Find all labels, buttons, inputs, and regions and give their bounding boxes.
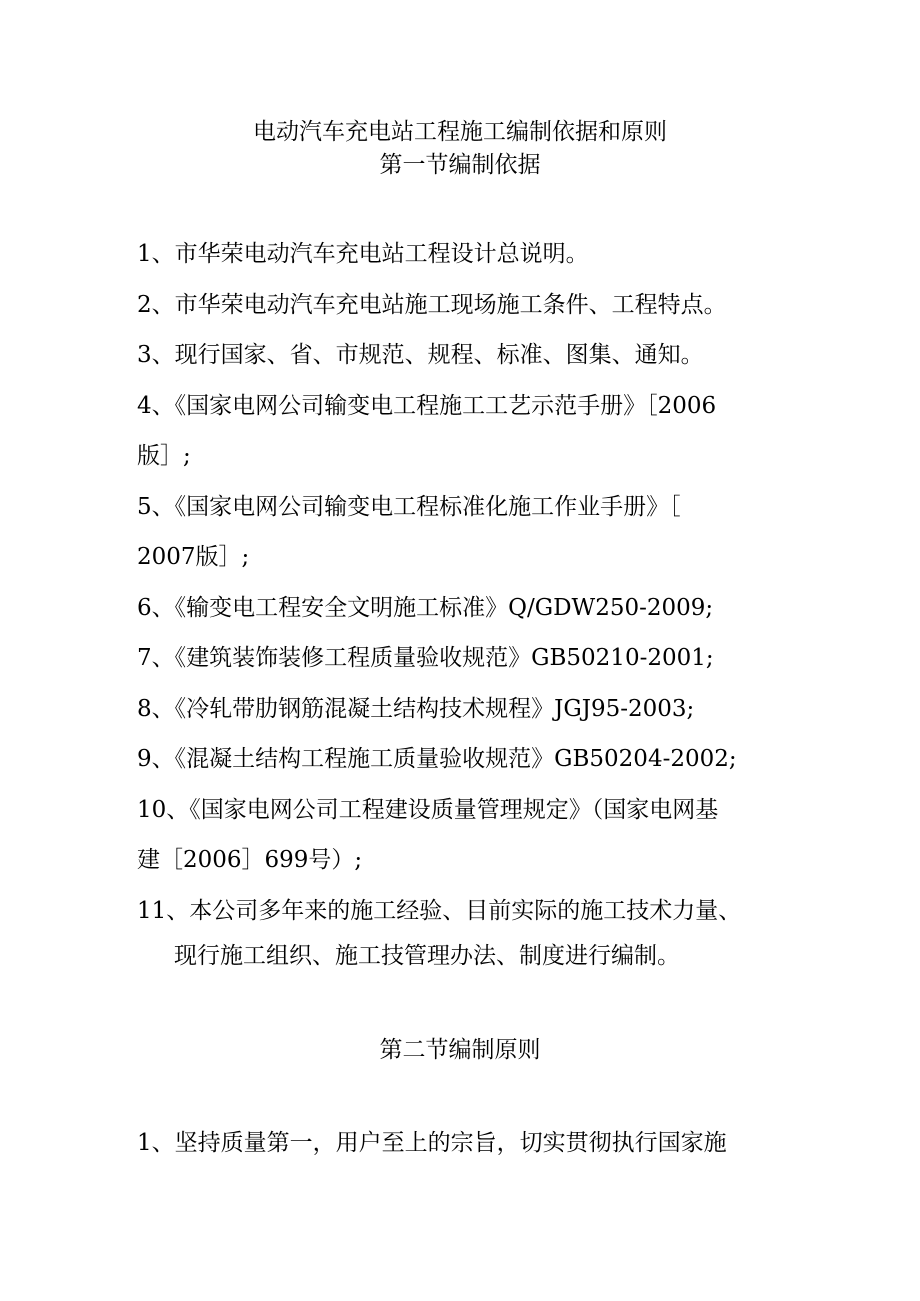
section1-item-6: 6、《输变电工程安全文明施工标准》Q/GDW250-2009; bbox=[137, 595, 714, 621]
section1-item-8: 8、《冷轧带肋钢筋混凝土结构技术规程》JGJ95-2003; bbox=[137, 696, 695, 722]
section1-item-5-cont: 2007版］; bbox=[137, 544, 250, 570]
section2-heading: 第二节编制原则 bbox=[379, 1037, 541, 1063]
section1-item-4-cont: 版］; bbox=[137, 443, 191, 469]
document-title: 电动汽车充电站工程施工编制依据和原则 bbox=[253, 119, 667, 145]
section1-item-9: 9、《混凝土结构工程施工质量验收规范》GB50204-2002; bbox=[137, 746, 737, 772]
section1-item-4: 4、《国家电网公司输变电工程施工工艺示范手册》［2006 bbox=[137, 393, 717, 419]
section1-item-10: 10、《国家电网公司工程建设质量管理规定》（国家电网基 bbox=[137, 797, 719, 823]
section1-item-7: 7、《建筑装饰装修工程质量验收规范》GB50210-2001; bbox=[137, 645, 714, 671]
section1-item-2: 2、市华荣电动汽车充电站施工现场施工条件、工程特点。 bbox=[137, 292, 727, 318]
section1-item-11-cont: 现行施工组织、施工技管理办法、制度进行编制。 bbox=[174, 943, 680, 969]
section1-item-1: 1、市华荣电动汽车充电站工程设计总说明。 bbox=[137, 241, 589, 267]
section2-item-1: 1、坚持质量第一，用户至上的宗旨，切实贯彻执行国家施 bbox=[137, 1130, 727, 1156]
section1-item-11: 11、本公司多年来的施工经验、目前实际的施工技术力量、 bbox=[137, 898, 742, 924]
section1-item-3: 3、现行国家、省、市规范、规程、标准、图集、通知。 bbox=[137, 342, 704, 368]
section1-item-10-cont: 建［2006］699号）; bbox=[137, 847, 363, 873]
section1-heading: 第一节编制依据 bbox=[379, 152, 541, 178]
section1-item-5: 5、《国家电网公司输变电工程标准化施工作业手册》［ bbox=[137, 494, 681, 520]
